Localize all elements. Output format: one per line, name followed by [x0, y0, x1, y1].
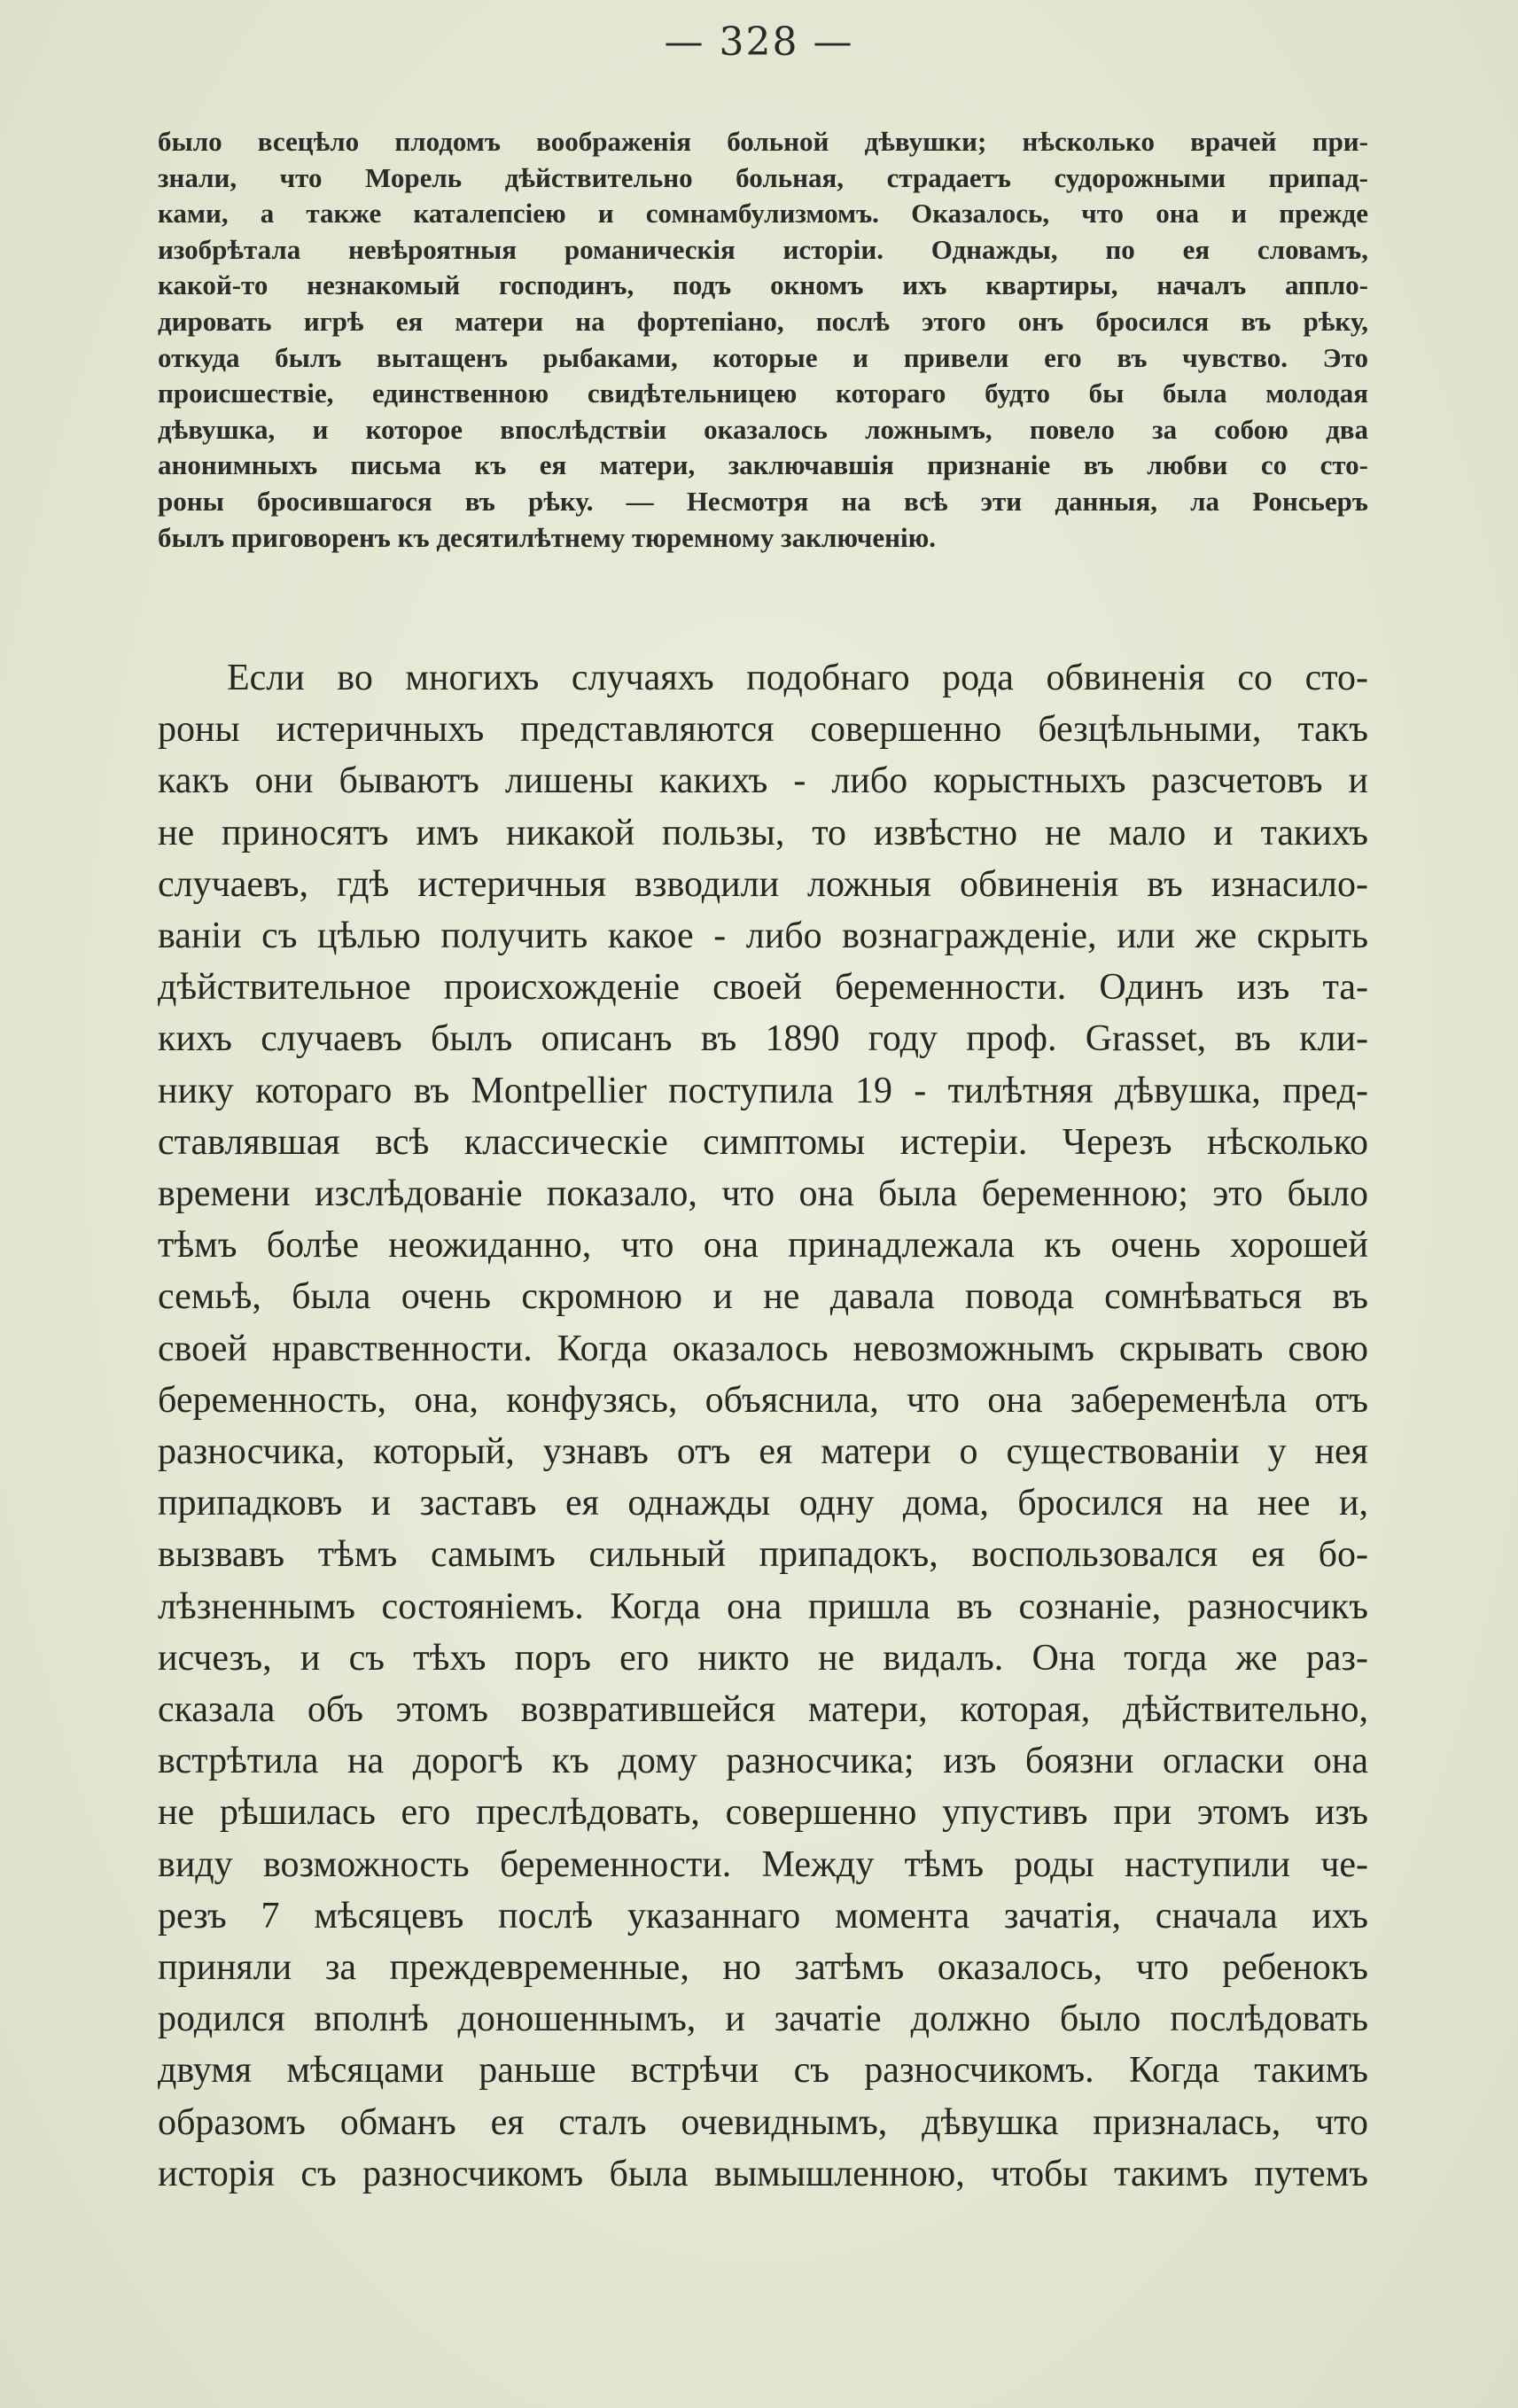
text-line: виду возможность беременности. Между тѣмъ роды наступили че- [158, 1843, 1368, 1885]
text-line: не рѣшилась его преслѣдовать, совершенно упустивъ при этомъ изъ [158, 1792, 1368, 1834]
text-line: былъ приговоренъ къ десятилѣтнему тюремному заключенію. [158, 521, 937, 553]
text-line: откуда былъ вытащенъ рыбаками, которые и привели его въ чувство. Это [158, 341, 1368, 373]
text-line: было всецѣло плодомъ воображенія больной дѣвушки; нѣсколько врачей при- [158, 126, 1368, 157]
text-line: тѣмъ болѣе неожиданно, что она принадлежала къ очень хорошей [158, 1225, 1368, 1266]
text-line: не приносятъ имъ никакой пользы, то извѣстно не мало и такихъ [158, 812, 1368, 853]
text-line: нику котораго въ Montpellier поступила 19 - тилѣтняя дѣвушка, пред- [158, 1070, 1368, 1111]
text-line: времени изслѣдованіе показало, что она была беременною; это было [158, 1173, 1368, 1215]
text-line: ками, а также каталепсіею и сомнамбулизмомъ. Оказалось, что она и прежде [158, 198, 1368, 230]
text-line: беременность, она, конфузясь, объяснила, что она забеременѣла отъ [158, 1379, 1368, 1421]
text-line: какой-то незнакомый господинъ, подъ окномъ ихъ квартиры, началъ аппло- [158, 269, 1368, 301]
text-line: дировать игрѣ ея матери на фортепіано, послѣ этого онъ бросился въ рѣку, [158, 305, 1368, 337]
text-line: случаевъ, гдѣ истеричныя взводили ложныя обвиненія въ изнасило- [158, 863, 1368, 905]
text-line: анонимныхъ письма къ ея матери, заключавшія признаніе въ любви со сто- [158, 449, 1368, 481]
page-number: — 328 — [664, 19, 854, 65]
text-line: разносчика, который, узнавъ отъ ея матери о существованіи у нея [158, 1431, 1368, 1473]
text-line: исчезъ, и съ тѣхъ поръ его никто не видалъ. Она тогда же раз- [158, 1637, 1368, 1679]
text-line: образомъ обманъ ея сталъ очевиднымъ, дѣвушка призналась, что [158, 2101, 1368, 2143]
text-line: вызвавъ тѣмъ самымъ сильный припадокъ, воспользовался ея бо- [158, 1534, 1368, 1576]
text-line: своей нравственности. Когда оказалось невозможнымъ скрывать свою [158, 1328, 1368, 1369]
text-line: родился вполнѣ доношеннымъ, и зачатіе должно было послѣдовать [158, 1999, 1368, 2040]
quoted-case-paragraph [158, 124, 1368, 556]
text-line: лѣзненнымъ состояніемъ. Когда она пришла въ сознаніе, разносчикъ [158, 1586, 1368, 1627]
text-line: двумя мѣсяцами раньше встрѣчи съ разносчикомъ. Когда такимъ [158, 2050, 1368, 2092]
text-line: приняли за преждевременные, но затѣмъ оказалось, что ребенокъ [158, 1947, 1368, 1989]
text-line: ваніи съ цѣлью получить какое - либо вознагражденіе, или же скрыть [158, 916, 1368, 957]
text-line: сказала объ этомъ возвратившейся матери, которая, дѣйствительно, [158, 1689, 1368, 1731]
text-line: семьѣ, была очень скромною и не давала повода сомнѣваться въ [158, 1276, 1368, 1318]
text-line: Если во многихъ случаяхъ подобнаго рода обвиненія со сто- [227, 658, 1368, 698]
text-line: знали, что Морель дѣйствительно больная, страдаетъ судорожными припад- [158, 161, 1368, 193]
text-line: исторія съ разносчикомъ была вымышленною, чтобы такимъ путемъ [158, 2153, 1368, 2194]
text-line: роны бросившагося въ рѣку. — Несмотря на всѣ эти данныя, ла Ронсьеръ [158, 485, 1368, 517]
body-paragraph [158, 652, 1368, 2200]
text-line: роны истеричныхъ представляются совершенно безцѣльными, такъ [158, 709, 1368, 751]
text-line: дѣвушка, и которое впослѣдствіи оказалось ложнымъ, повело за собою два [158, 413, 1368, 445]
text-line: ставлявшая всѣ классическіе симптомы истеріи. Черезъ нѣсколько [158, 1121, 1368, 1163]
text-line: происшествіе, единственною свидѣтельницею котораго будто бы была молодая [158, 378, 1368, 409]
text-line: припадковъ и заставъ ея однажды одну дома, бросился на нее и, [158, 1483, 1368, 1524]
text-line: встрѣтила на дорогѣ къ дому разносчика; изъ боязни огласки она [158, 1741, 1368, 1782]
text-line: резъ 7 мѣсяцевъ послѣ указаннаго момента зачатія, сначала ихъ [158, 1895, 1368, 1937]
text-line: изобрѣтала невѣроятныя романическія исторіи. Однажды, по ея словамъ, [158, 233, 1368, 265]
text-line: дѣйствительное происхожденіе своей беременности. Одинъ изъ та- [158, 967, 1368, 1009]
text-line: кихъ случаевъ былъ описанъ въ 1890 году проф. Grasset, въ кли- [158, 1018, 1368, 1060]
text-line: какъ они бываютъ лишены какихъ - либо корыстныхъ разсчетовъ и [158, 760, 1368, 802]
